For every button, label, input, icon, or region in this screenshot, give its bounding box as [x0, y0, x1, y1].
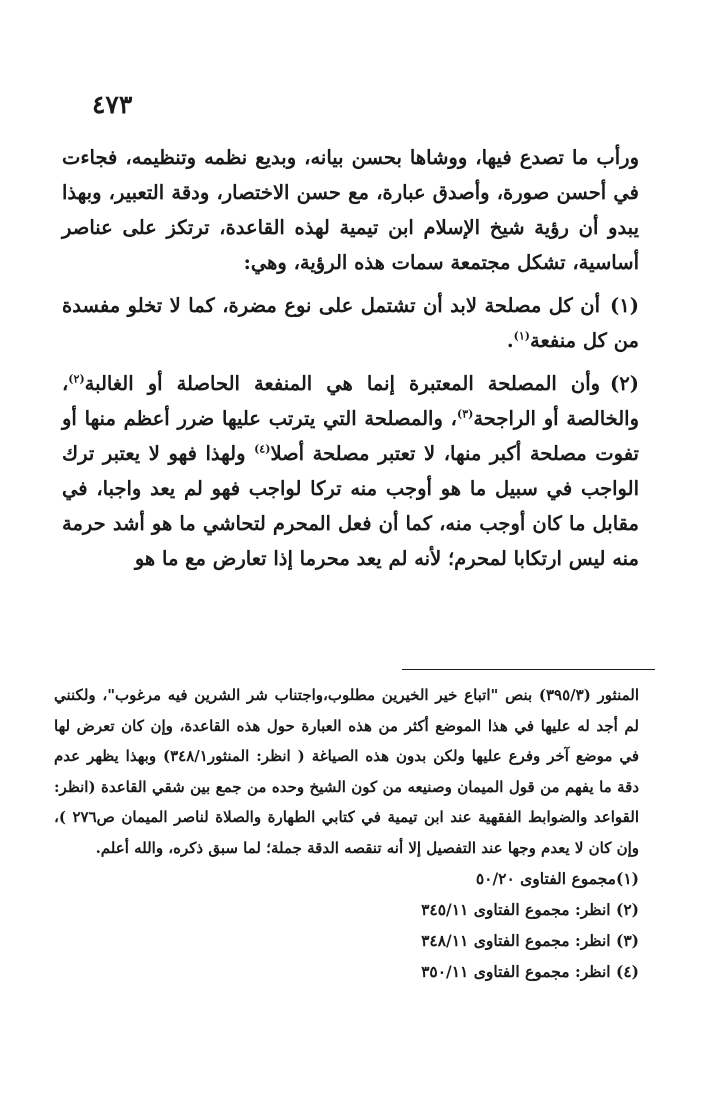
- footnote-ref-2: (٢): [68, 372, 85, 386]
- page-number: ٤٧٣: [92, 90, 133, 119]
- point-2-text-a: وأن المصلحة المعتبرة إنما هي المنفعة الحاصلة أو الغالبة: [84, 372, 601, 395]
- point-2-number: (٢): [610, 372, 639, 395]
- footnote-item-3: (٣) انظر: مجموع الفتاوى ٣٤٨/١١: [421, 931, 639, 950]
- point-1-paragraph: [62, 288, 639, 358]
- point-2-text-c: ، والمصلحة التي يترتب عليها ضرر أعظم منها أو تفوت مصلحة أكبر منها، لا تعتبر مصلحة أصلا: [62, 407, 639, 465]
- footnote-ref-1: (١): [513, 329, 531, 343]
- footnote-continuation: المنثور (٣٩٥/٣) بنص "اتباع خير الخيرين مطلوب،واجتناب شر الشرين فيه مرغوب"، ولكنني لم أجد له عليها في هذا الموضع أكثر من هذه العبارة حول هذه القاعدة، وإن كان تعرض لها في موضع آخر وفرع عليها ولكن بدون هذه الصياغة ( انظر: المنثور٣٤٨/١) وبهذا يظهر عدم دقة ما يفهم من قول الميمان وصنيعه من كون الشيخ وحده من جمع بين شقي القاعدة (انظر: القواعد والضوابط الفقهية عند ابن تيمية في كتابي الطهارة والصلاة لناصر الميمان ص٢٧٦ )، وإن كان لا يعدم وجها عند التفصيل إلا أنه تنقصه الدقة جملة؛ لما سبق ذكره، والله أعلم.: [54, 686, 640, 857]
- point-1-number: (١): [610, 294, 639, 317]
- intro-paragraph: ورأب ما تصدع فيها، ووشاها بحسن بيانه، وبديع نظمه وتنظيمه، فجاءت في أحسن صورة، وأصدق عبارة، مع حسن الاختصار، ودقة التعبير، وبهذا يبدو أن رؤية شيخ الإسلام ابن تيمية لهذه القاعدة، ترتكز على عناصر أساسية، تشكل مجتمعة سمات هذه الرؤية، وهي:: [62, 146, 639, 274]
- footnote-item-2: (٢) انظر: مجموع الفتاوى ٣٤٥/١١: [421, 900, 639, 919]
- footnote-ref-3: (٣): [456, 407, 474, 421]
- footnote-item-4: (٤) انظر: مجموع الفتاوى ٣٥٠/١١: [421, 962, 639, 981]
- point-2-text-d: ولهذا فهو لا يعتبر ترك الواجب في سبيل ما هو أوجب منه تركا لواجب فهو لم يعد واجبا، في مقابل ما كان أوجب منه، كما أن فعل المحرم لتحاشي ما هو أشد حرمة منه ليس ارتكابا لمحرم؛ لأنه لم يعد محرما إذا تعارض مع ما هو: [62, 442, 639, 570]
- footnote-item-1: (١)مجموع الفتاوى ٥٠/٢٠: [475, 869, 639, 888]
- footnote-list: [54, 863, 639, 987]
- point-1-end: .: [506, 329, 514, 352]
- point-2-paragraph: [62, 366, 639, 576]
- footnote-divider: [402, 669, 655, 670]
- point-1-text: أن كل مصلحة لابد أن تشتمل على نوع مضرة، كما لا تخلو مفسدة من كل منفعة: [62, 294, 639, 352]
- footnotes-section: [54, 680, 639, 987]
- main-text: [62, 140, 639, 576]
- footnote-ref-4: (٤): [254, 442, 271, 456]
- point-2-text-b: ، والخالصة أو الراجحة: [62, 372, 640, 430]
